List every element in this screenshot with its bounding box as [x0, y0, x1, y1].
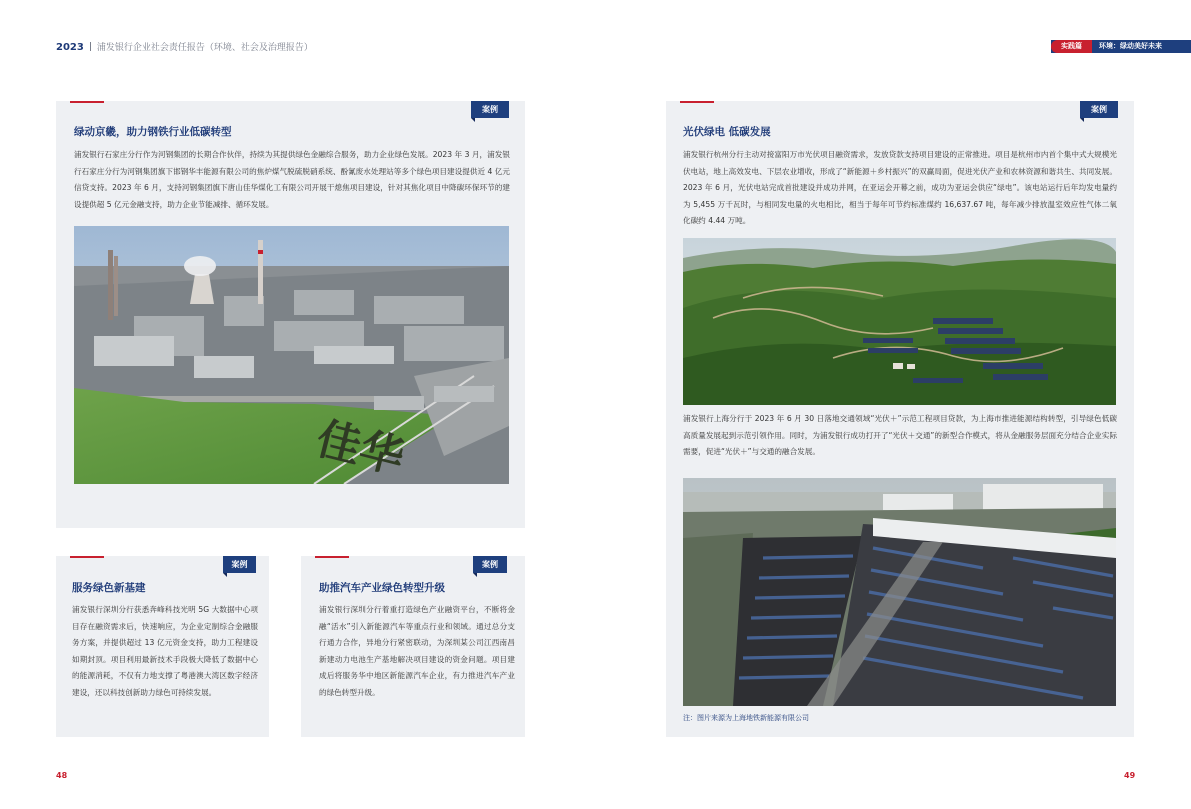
- accent-bar: [680, 101, 714, 103]
- section-banner: [1051, 40, 1191, 53]
- case-title: 服务绿色新基建: [72, 582, 146, 594]
- header-divider: [90, 42, 91, 51]
- page-number-left: 48: [56, 771, 68, 780]
- section-title: 环境：绿动美好未来: [1099, 42, 1162, 50]
- case-body-2: 浦发银行上海分行于 2023 年 6 月 30 日落地交通领域“光伏＋”示范工程项目贷款，为上海市推进能源结构转型，引导绿色低碳高质量发展起到示范引领作用。同时，为浦发银行成功打开了“光伏＋交通”的新型合作模式，将从金融服务层面充分结合企业实际需要，促进“光伏＋”与交通的融合发展。: [683, 414, 1117, 457]
- case-body-1: 浦发银行杭州分行主动对接富阳万市光伏项目融资需求，发放贷款支持项目建设的正常推进。项目是杭州市内首个集中式大规模光伏电站，地上高效发电、下层农业增收，形成了“新能源＋乡村振兴”的双赢局面，促进光伏产业和农林资源和谐共生、共同发展。2023 年 6 月，光伏电站完成首批建设并成功并网，在亚运会开幕之前，成功为亚运会供应“绿电”。该电站运行后年均发电量约为 5,455 万千瓦时，与相同发电量的火电相比，相当于每年可节约标准煤约 16,637.67 吨，每年减少排放温室效应性气体二氧化碳约 4.44 万吨。: [683, 150, 1117, 226]
- case-title: 光伏绿电 低碳发展: [683, 126, 771, 138]
- case-title: 助推汽车产业绿色转型升级: [319, 582, 445, 594]
- case-title: 绿动京畿，助力钢铁行业低碳转型: [74, 126, 232, 138]
- steel-plant-photo: [74, 226, 509, 484]
- running-header: [56, 40, 313, 53]
- mountain-solar-photo: [683, 238, 1116, 405]
- depot-solar-photo: [683, 478, 1116, 706]
- case-body: 浦发银行石家庄分行作为河钢集团的长期合作伙伴，持续为其提供绿色金融综合服务，助力企业绿色发展。2023 年 3 月，浦发银行石家庄分行为河钢集团旗下邯钢华丰能源有限公司的焦炉煤气脱硫脱硝系统、酚氰废水处理站等多个绿色项目建设提供近 4 亿元信贷支持。2023 年 6 月，支持河钢集团旗下唐山佳华煤化工有限公司开展干熄焦项目建设，针对其焦化项目中降碳环保环节的建设提供超 5 亿元金融支持，助力企业节能减排、循环发展。: [74, 150, 510, 209]
- case-card-steel: [56, 101, 525, 528]
- accent-bar: [70, 556, 104, 558]
- case-card-infra: [56, 556, 269, 737]
- report-title: 浦发银行企业社会责任报告（环境、社会及治理报告）: [96, 43, 313, 53]
- report-year: 2023: [56, 42, 84, 53]
- case-card-auto: [301, 556, 525, 737]
- case-body: 浦发银行深圳分行获悉奔峰科技光明 5G 大数据中心项目存在融资需求后，快速响应，为企业定制综合金融服务方案，并提供超过 13 亿元资金支持，助力工程建设如期封顶。项目利用最新技术手段极大降低了数据中心的能源消耗，不仅有力地支撑了粤港澳大湾区数字经济建设，还以科技创新助力绿色可持续发展。: [72, 605, 258, 697]
- jiahua-lawn-text: 佳华: [311, 413, 410, 484]
- case-body: 浦发银行深圳分行着重打造绿色产业融资平台，不断将金融“活水”引入新能源汽车等重点行业和领域。通过总分支行通力合作，异地分行紧密联动，为深圳某公司江西南昌新建动力电池生产基地解决项目建设的资金问题。项目建成后将服务华中地区新能源汽车企业，有力推进汽车产业的绿色转型升级。: [319, 605, 515, 697]
- accent-bar: [70, 101, 104, 103]
- case-badge: 案例: [471, 101, 509, 118]
- accent-bar: [315, 556, 349, 558]
- photo-source-note: 注：图片来源为上海地铁新能源有限公司: [683, 714, 809, 722]
- case-badge: 案例: [473, 556, 507, 573]
- case-card-solar: [666, 101, 1134, 737]
- case-badge: 案例: [1080, 101, 1118, 118]
- page-number-right: 49: [1124, 771, 1136, 780]
- section-tag: 实践篇: [1051, 40, 1092, 53]
- case-badge: 案例: [223, 556, 256, 573]
